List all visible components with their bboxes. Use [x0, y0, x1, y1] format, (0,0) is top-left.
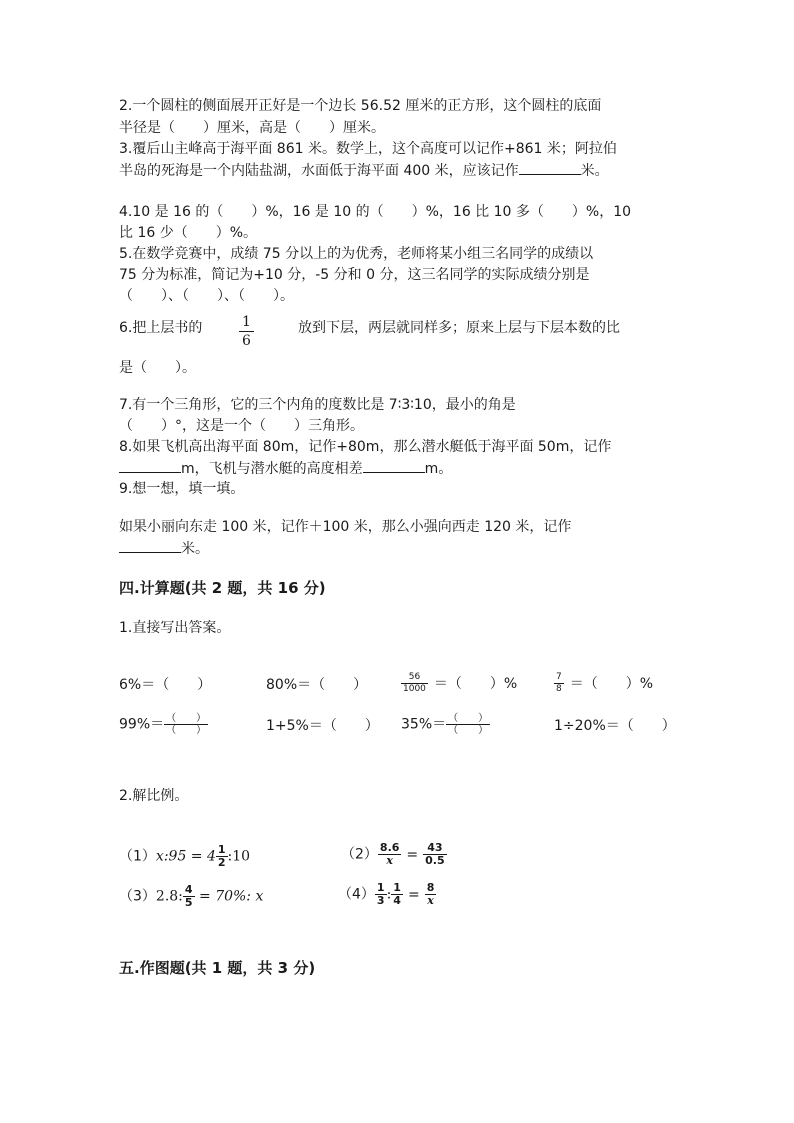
proportion-4-c-denominator: x [427, 894, 434, 907]
section4-q1-title: 1.直接写出答案。 [119, 620, 231, 636]
proportion-3-denominator: 5 [184, 896, 193, 909]
proportion-1-mixed-numerator: 1 [217, 843, 226, 856]
q5-line3: （ ）、（ ）、（ ）。 [119, 288, 294, 304]
q2-line2: 半径是（ ）厘米，高是（ ）厘米。 [119, 120, 385, 136]
q9-line1: 如果小丽向东走 100 米，记作＋100 米，那么小强向西走 120 米，记作 [119, 519, 572, 535]
calc-1-div-20-percent: 1÷20%＝（ ） [554, 718, 676, 734]
proportion-1-rhs: :10 [227, 848, 251, 865]
q4-line1: 4.10 是 16 的（ ）%，16 是 10 的（ ）%，16 比 10 多（ ）%，10 [119, 204, 632, 220]
calc-7-numerator: 7 [556, 672, 562, 682]
calc-99-blank-numerator: （ ） [166, 713, 207, 724]
proportion-4-c-numerator: 8 [426, 881, 435, 894]
calc-99-blank-denominator: （ ） [166, 725, 207, 736]
q6-line1-pre: 6.把上层书的 [119, 320, 203, 336]
calc-7-over-8 [554, 672, 653, 695]
proportion-3-pre: 2.8: [155, 888, 183, 905]
proportion-4-b-numerator: 1 [393, 881, 401, 894]
calc-99-percent-label: 99%＝ [119, 716, 165, 733]
proportion-4-a-denominator: 3 [376, 894, 385, 907]
calc-56-numerator: 56 [401, 672, 428, 684]
calc-80-percent: 80%＝（ ） [266, 677, 368, 693]
calc-6-percent: 6%＝（ ） [119, 677, 212, 693]
q5-line1: 5.在数学竞赛中，成绩 75 分以上的为优秀，老师将某小组三名同学的成绩以 [119, 246, 594, 262]
proportion-2-a-numerator: 8.6 [379, 841, 400, 854]
proportion-2-a-denominator: x [386, 854, 393, 867]
q9-answer-blank[interactable] [119, 538, 181, 553]
q2-line1: 2.一个圆柱的侧面展开正好是一个边长 56.52 厘米的正方形，这个圆柱的底面 [119, 98, 602, 114]
proportion-4-equals: = [407, 886, 420, 903]
proportion-4-b-denominator: 4 [393, 894, 401, 907]
calc-56-over-1000 [401, 672, 517, 695]
q6-line2: 是（ ）。 [119, 360, 196, 376]
q6-fraction-numerator: 1 [239, 313, 254, 332]
calc-35-blank-denominator: （ ） [448, 725, 489, 736]
proportion-2 [341, 842, 447, 867]
calc-56-over-1000-answer: ＝（ ）% [433, 675, 518, 692]
calc-35-percent-label: 35%＝ [401, 716, 447, 733]
proportion-2-b-denominator: 0.5 [425, 854, 445, 867]
proportion-1 [119, 844, 250, 869]
q4-line2: 比 16 少（ ）%。 [119, 225, 258, 241]
q3-line1: 3.覆后山主峰高于海平面 861 米。数学上，这个高度可以记作+861 米；阿拉伯 [119, 141, 617, 157]
q6-fraction [239, 313, 254, 350]
proportion-1-lhs: x:95 = 4 [155, 848, 216, 865]
calc-99-percent [119, 713, 208, 736]
proportion-2-label: （2） [341, 846, 378, 863]
calc-8-denominator: 8 [556, 684, 562, 694]
proportion-4-label: （4） [338, 886, 375, 903]
proportion-2-equals: = [406, 846, 419, 863]
calc-35-blank-numerator: （ ） [448, 713, 489, 724]
q8-blank-2[interactable] [363, 458, 425, 473]
q3-line2-unit: 米。 [580, 163, 609, 179]
proportion-1-mixed-denominator: 2 [217, 856, 226, 869]
proportion-4-a-numerator: 1 [376, 881, 385, 894]
calc-35-percent [401, 713, 490, 736]
q6-fraction-denominator: 6 [242, 333, 251, 349]
q8-blank-1[interactable] [119, 458, 181, 473]
calc-1000-denominator: 1000 [403, 684, 426, 694]
q8-line2-text: m，飞机与潜水艇的高度相差 [181, 461, 363, 477]
q9-title: 9.想一想，填一填。 [119, 481, 245, 497]
q6-line1-post: 放到下层，两层就同样多；原来上层与下层本数的比 [298, 320, 620, 336]
q3-line2 [119, 160, 609, 181]
section4-heading: 四.计算题(共 2 题，共 16 分) [119, 579, 326, 597]
proportion-3-numerator: 4 [184, 883, 193, 896]
proportion-3 [119, 884, 263, 909]
q8-line2 [119, 458, 452, 479]
proportion-4 [338, 882, 436, 907]
q9-line2-unit: 米。 [181, 541, 209, 557]
q3-line2-text: 半岛的死海是一个内陆盐湖，水面低于海平面 400 米，应该记作 [119, 163, 519, 179]
section4-q2-title: 2.解比例。 [119, 788, 189, 804]
q5-line2: 75 分为标准，简记为+10 分，-5 分和 0 分，这三名同学的实际成绩分别是 [119, 267, 590, 283]
proportion-3-label: （3） [119, 888, 156, 905]
calc-1-plus-5-percent: 1+5%＝（ ） [266, 718, 379, 734]
q9-line2 [119, 538, 209, 559]
q7-line1: 7.有一个三角形，它的三个内角的度数比是 7∶3∶10，最小的角是 [119, 397, 516, 413]
section5-heading: 五.作图题(共 1 题，共 3 分) [119, 959, 316, 977]
proportion-2-b-numerator: 43 [423, 842, 447, 855]
calc-7-over-8-answer: ＝（ ）% [569, 675, 654, 692]
proportion-1-label: （1） [119, 848, 156, 865]
proportion-3-post: = 70%: x [194, 888, 264, 905]
q8-line1: 8.如果飞机高出海平面 80m，记作+80m，那么潜水艇低于海平面 50m，记作 [119, 439, 612, 455]
proportion-4-colon: : [386, 886, 392, 903]
q7-line2: （ ）°，这是一个（ ）三角形。 [119, 418, 364, 434]
q8-line2-unit: m。 [424, 461, 453, 477]
q3-answer-blank[interactable] [519, 160, 581, 175]
